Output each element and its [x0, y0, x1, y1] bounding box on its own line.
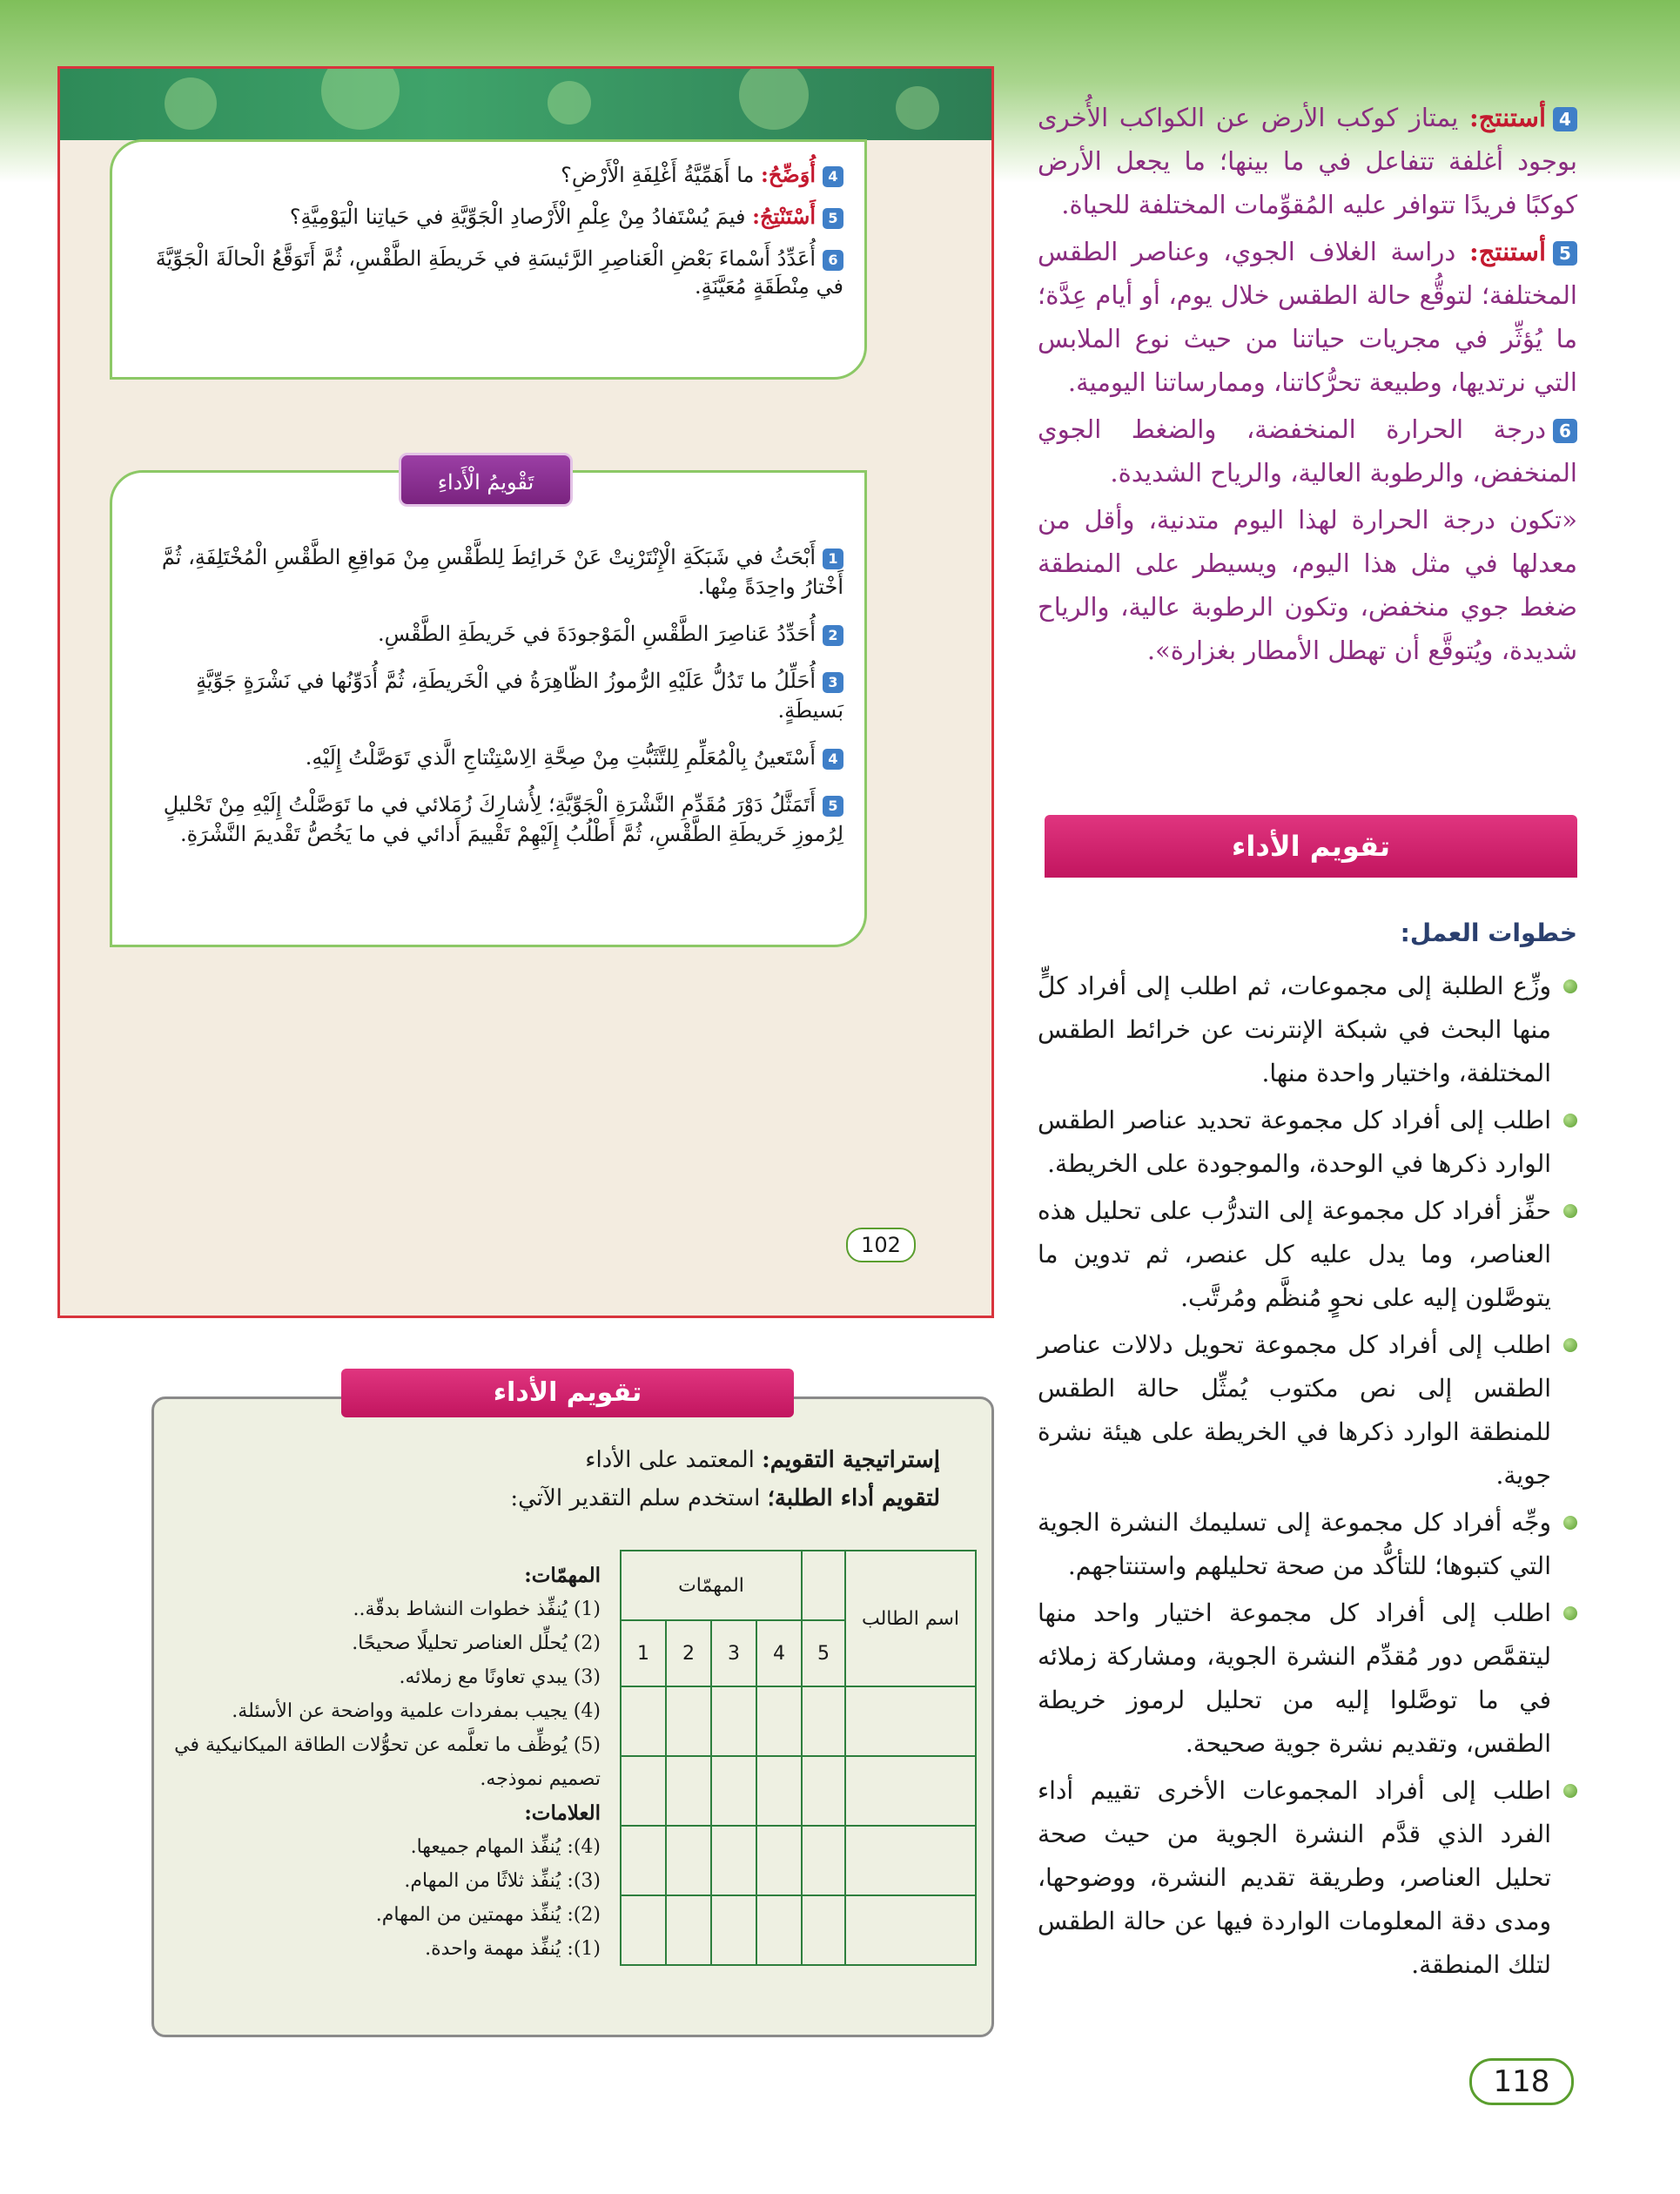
- answer-6: 6درجة الحرارة المنخفضة، والضغط الجوي المنخفض، والرطوبة العالية، والرياح الشديدة.: [1038, 414, 1577, 488]
- eval-item: 4أَسْتَعينُ بِالْمُعَلِّمِ لِلتَّثَبُّتِ مِنْ صِحَّةِ الِاسْتِنْتاجِ الَّذي تَوَصَّلْتُ إِلَيْهِ.: [133, 743, 843, 772]
- list-item: حفِّز أفراد كل مجموعة إلى التدرُّب على تحليل هذه العناصر، وما يدل عليه كل عنصر، ثم تدوين ما يتوصَّلون إليه على نحوٍ مُنظَّم ومُرتَّب.: [1038, 1189, 1577, 1320]
- page-number: 118: [1469, 2058, 1574, 2105]
- student-eval-tag: تَقْويمُ الْأَداءِ: [399, 453, 573, 507]
- student-name-header: اسم الطالب: [845, 1551, 976, 1686]
- list-item: وزِّع الطلبة إلى مجموعات، ثم اطلب إلى أفراد كلٍّ منها البحث في شبكة الإنترنت عن خرائط الطقس المختلفة، واختيار واحدة منها.: [1038, 965, 1577, 1095]
- review-questions-box: [110, 139, 867, 380]
- table-row: [621, 1756, 976, 1826]
- task-number: 2: [666, 1620, 711, 1686]
- bullet-icon: [1563, 1338, 1577, 1352]
- list-item: اطلب إلى أفراد كل مجموعة تحويل دلالات عناصر الطقس إلى نص مكتوب يُمثِّل حالة الطقس للمنطقة الوارد ذكرها في الخريطة على هيئة نشرة جوية.: [1038, 1323, 1577, 1497]
- rubric-criteria: [165, 1558, 601, 1966]
- task-number: 1: [621, 1620, 666, 1686]
- list-item: اطلب إلى أفراد كل مجموعة تحديد عناصر الطقس الوارد ذكرها في الوحدة، والموجودة على الخريطة.: [1038, 1099, 1577, 1186]
- eval-item: 3أُحَلِّلُ ما تَدُلُّ عَلَيْهِ الرُّموزُ الظّاهِرَةُ في الْخَريطَةِ، ثُمَّ أُدَوِّنُها في نَشْرَةٍ جَوِّيَّةٍ بَسيطَةٍ.: [196, 669, 843, 723]
- task-item: (3) يبدي تعاونًا مع زملائه.: [399, 1666, 601, 1688]
- answers-column: [1038, 96, 1577, 676]
- bullet-icon: [1563, 1606, 1577, 1620]
- table-row: [621, 1895, 976, 1965]
- list-item: اطلب إلى أفراد كل مجموعة اختيار واحد منها ليتقمَّص دور مُقدِّم النشرة الجوية، ومشاركة زملائه في ما توصَّلوا إليه من تحليل لرموز خريطة الطقس، وتقديم نشرة جوية صحيحة.: [1038, 1592, 1577, 1766]
- mark-item: (2): يُنفِّذ مهمتين من المهام.: [375, 1904, 601, 1926]
- evaluation-strategy: إستراتيجية التقويم: المعتمد على الأداء لتقويم أداء الطلبة؛ استخدم سلم التقدير الآتي:: [510, 1447, 940, 1511]
- rating-scale-table: [620, 1550, 977, 1966]
- table-cell: [802, 1551, 845, 1620]
- list-item: اطلب إلى أفراد المجموعات الأخرى تقييم أداء الفرد الذي قدَّم النشرة الجوية من حيث صحة تحليل العناصر، وطريقة تقديم النشرة، ووضوحها، ومدى دقة المعلومات الواردة فيها عن حالة الطقس لتلك المنطقة.: [1038, 1769, 1577, 1987]
- performance-evaluation-banner: تقويم الأداء: [1045, 815, 1577, 878]
- embedded-page-number: 102: [846, 1228, 916, 1262]
- task-item: (2) يُحلِّل العناصر تحليلًا صحيحًا.: [352, 1632, 601, 1654]
- table-row: [621, 1826, 976, 1895]
- list-item: وجِّه أفراد كل مجموعة إلى تسليمك النشرة الجوية التي كتبوها؛ للتأكُّد من صحة تحليلهم واستنتاجهم.: [1038, 1501, 1577, 1588]
- marks-heading: العلامات:: [524, 1801, 601, 1825]
- rubric-title: تقويم الأداء: [341, 1369, 794, 1417]
- work-steps-heading: خطوات العمل:: [1400, 919, 1577, 947]
- question-6: 6أُعَدِّدُ أَسْماءَ بَعْضِ الْعَناصِرِ الرَّئيسَةِ في خَريطَةِ الطَّقْسِ، ثُمَّ أَتَوَقَّعُ الْحالَةَ الْجَوِّيَّةَ في مِنْطَقَةٍ مُعَيَّنَةٍ.: [155, 246, 843, 299]
- mark-item: (3): يُنفِّذ ثلاثًا من المهام.: [404, 1870, 601, 1892]
- task-number: 4: [756, 1620, 802, 1686]
- eval-item: 5أَتَمَثَّلُ دَوْرَ مُقَدِّمِ النَّشْرَةِ الْجَوِّيَّةِ؛ لِأُشارِكَ زُمَلائي في ما تَوَصَّلْتُ إِلَيْهِ مِنْ تَحْليلٍ لِرُموزِ خَريطَةِ الطَّقْسِ، ثُمَّ أَطْلُبُ إِلَيْهِمْ تَقْييمَ أَدائي في ما يَخُصُّ تَقْديمَ النَّشْرَةِ.: [163, 792, 843, 846]
- tasks-header: المهمّات: [621, 1551, 802, 1620]
- bullet-icon: [1563, 1784, 1577, 1798]
- student-evaluation-box: [110, 470, 867, 947]
- answer-5: 5أستنتج: دراسة الغلاف الجوي، وعناصر الطقس المختلفة؛ لتوقُّع حالة الطقس خلال يوم، أو أيام عِدَّة؛ ما يُؤثِّر في مجريات حياتنا من حيث نوع الملابس التي نرتديها، وطبيعة تحرُّكاتنا، وممارساتنا اليومية.: [1038, 237, 1577, 397]
- question-5: 5أَسْتَنْتِجُ: فيمَ يُسْتَفادُ مِنْ عِلْمِ الْأَرْصادِ الْجَوِّيَّةِ في حَياتِنا الْيَوْمِيَّةِ؟: [133, 203, 843, 231]
- bullet-icon: [1563, 1204, 1577, 1218]
- weather-bulletin-quote: «تكون درجة الحرارة لهذا اليوم متدنية، وأقل من معدلها في مثل هذا اليوم، ويسيطر على المنطقة ضغط جوي منخفض، وتكون الرطوبة عالية، والرياح شديدة، ويُتوقَّع أن تهطل الأمطار بغزارة».: [1038, 505, 1577, 665]
- embedded-page-header: [60, 69, 991, 140]
- eval-item: 2أُحَدِّدُ عَناصِرَ الطَّقْسِ الْمَوْجودَةَ في خَريطَةِ الطَّقْسِ.: [133, 619, 843, 649]
- work-steps-list: [1038, 965, 1577, 1990]
- task-number: 5: [802, 1620, 845, 1686]
- task-item: (1) يُنفِّذ خطوات النشاط بدقّة..: [353, 1598, 601, 1620]
- table-row: [621, 1686, 976, 1756]
- task-item: (4) يجيب بمفردات علمية وواضحة عن الأسئلة.: [232, 1700, 601, 1722]
- tasks-heading: المهمّات:: [524, 1564, 601, 1587]
- bullet-icon: [1563, 1114, 1577, 1127]
- task-number: 3: [711, 1620, 756, 1686]
- answer-4: 4أستنتج: يمتاز كوكب الأرض عن الكواكب الأُخرى بوجود أغلفة تتفاعل في ما بينها؛ ما يجعل الأرض كوكبًا فريدًا تتوافر عليه المُقوِّمات المختلفة للحياة.: [1038, 103, 1577, 219]
- mark-item: (1): يُنفِّذ مهمة واحدة.: [425, 1938, 601, 1960]
- eval-item: 1أَبْحَثُ في شَبَكَةِ الْإِنْتَرْنِتْ عَنْ خَرائِطَ لِلطَّقْسِ مِنْ مَواقِعِ الطَّقْسِ الْمُخْتَلِفَةِ، ثُمَّ أَخْتارُ واحِدَةً مِنْها.: [161, 545, 843, 599]
- bullet-icon: [1563, 979, 1577, 993]
- question-4: 4أُوَضِّحُ: ما أَهَمِّيَّةُ أَغْلِفَةِ الْأَرْضِ؟: [133, 161, 843, 189]
- task-item: (5) يُوظِّف ما تعلَّمه عن تحوُّلات الطاقة الميكانيكية في تصميم نموذجه.: [174, 1734, 601, 1790]
- bullet-icon: [1563, 1516, 1577, 1530]
- mark-item: (4): يُنفِّذ المهام جميعها.: [410, 1836, 601, 1858]
